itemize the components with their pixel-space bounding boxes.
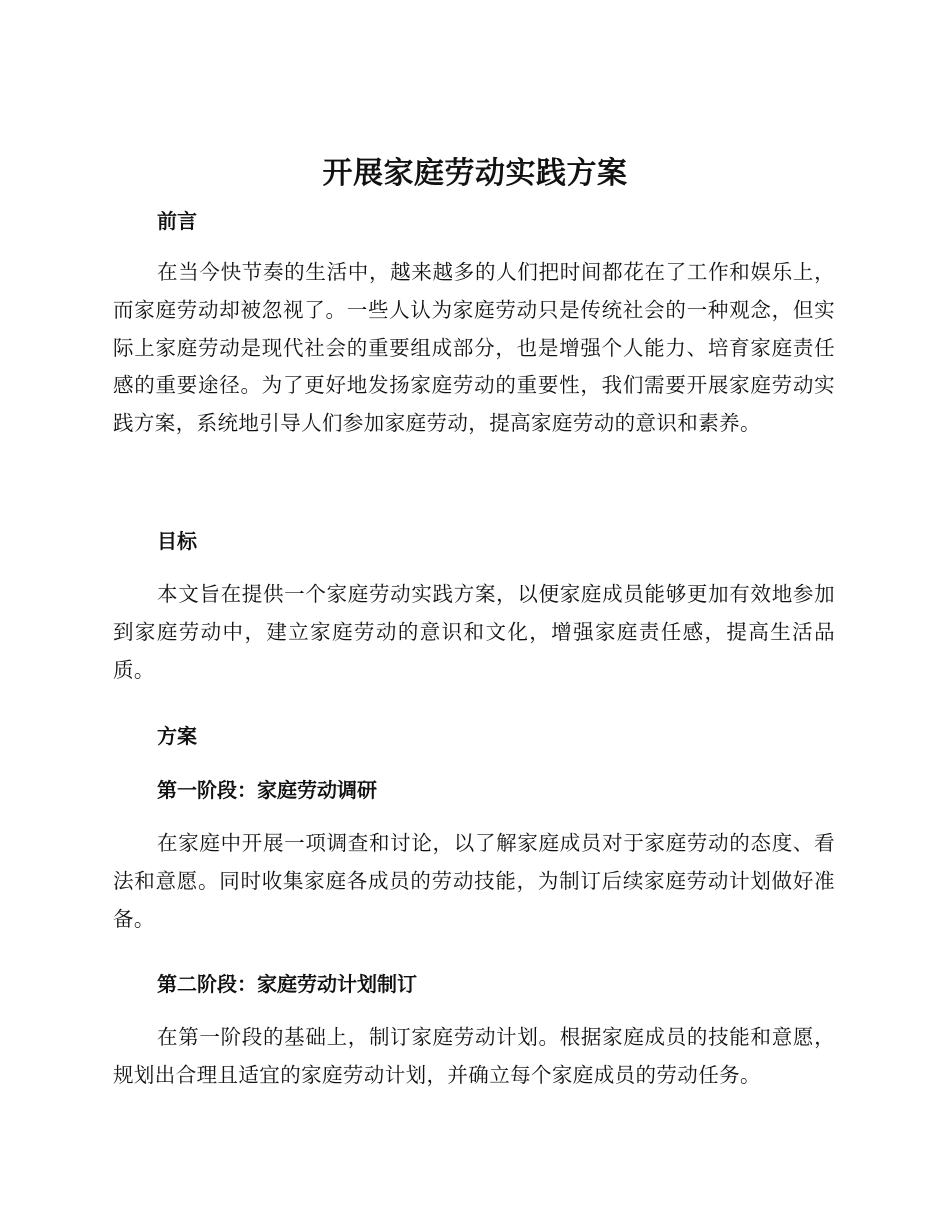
paragraph-goal: 本文旨在提供一个家庭劳动实践方案，以便家庭成员能够更加有效地参加到家庭劳动中，建立家庭劳动的意识和文化，增强家庭责任感，提高生活品质。 <box>113 582 835 682</box>
paragraph-stage2: 在第一阶段的基础上，制订家庭劳动计划。根据家庭成员的技能和意愿，规划出合理且适宜的家庭劳动计划，并确立每个家庭成员的劳动任务。 <box>113 1025 835 1087</box>
subsection-heading-stage2: 第二阶段：家庭劳动计划制订 <box>157 972 417 996</box>
section-heading-goal: 目标 <box>157 529 197 553</box>
paragraph-preface: 在当今快节奏的生活中，越来越多的人们把时间都花在了工作和娱乐上，而家庭劳动却被忽视了。一些人认为家庭劳动只是传统社会的一种观念，但实际上家庭劳动是现代社会的重要组成部分，也是增强个人能力、培育家庭责任感的重要途径。为了更好地发扬家庭劳动的重要性，我们需要开展家庭劳动实践方案，系统地引导人们参加家庭劳动，提高家庭劳动的意识和素养。 <box>113 260 835 436</box>
section-heading-preface: 前言 <box>157 209 197 233</box>
page-title: 开展家庭劳动实践方案 <box>322 156 628 191</box>
section-heading-plan: 方案 <box>157 724 197 748</box>
subsection-heading-stage1: 第一阶段：家庭劳动调研 <box>157 778 377 802</box>
paragraph-stage1: 在家庭中开展一项调查和讨论，以了解家庭成员对于家庭劳动的态度、看法和意愿。同时收集家庭各成员的劳动技能，为制订后续家庭劳动计划做好准备。 <box>113 831 835 931</box>
